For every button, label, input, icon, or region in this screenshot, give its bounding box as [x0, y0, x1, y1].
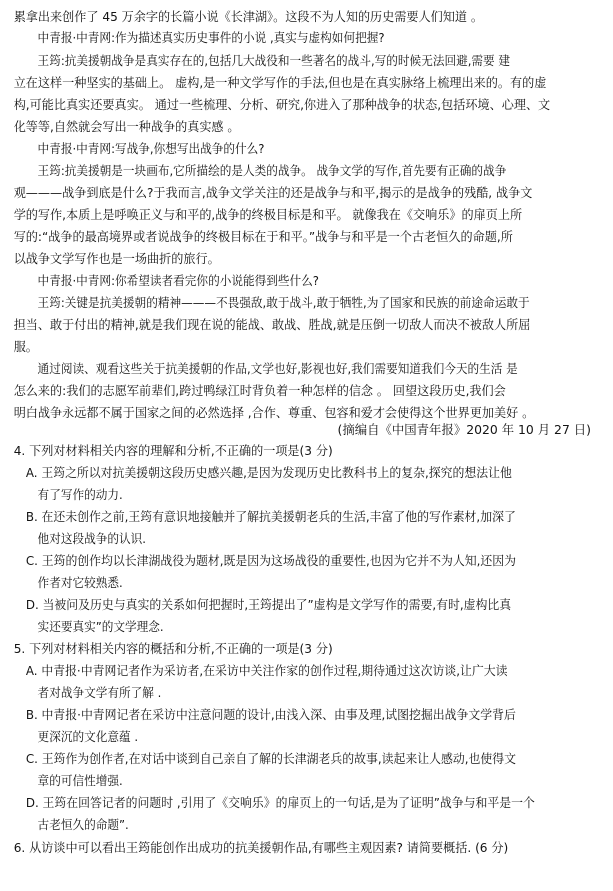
- question-5-option-c: C. 王筠作为创作者,在对话中谈到自己亲自了解的长津湖老兵的故事,读起来让人感动,也使得文: [25, 751, 516, 766]
- answer-3-line: 服。: [13, 339, 38, 354]
- question-4-stem: 4. 下列对材料相关内容的理解和分析,不正确的一项是(3 分): [13, 443, 333, 458]
- closing-para-line: 明白战争永远都不属于国家之间的必然选择 ,合作、尊重、包容和爱才会使得这个世界更加美好 。: [13, 405, 535, 420]
- answer-1-line: 化等等,自然就会写出一种战争的真实感 。: [13, 119, 240, 134]
- para-line-intro: 累拿出来创作了 45 万余字的长篇小说《长津湖》。这段不为人知的历史需要人们知道 。: [13, 9, 483, 24]
- answer-1-line: 立在这样一种坚实的基础上。 虚构,是一种文学写作的手法,但也是在真实脉络上梳理出来的。有的虚: [13, 75, 547, 90]
- interview-question-1: 中青报·中青网:作为描述真实历史事件的小说 ,真实与虚构如何把握?: [37, 30, 385, 45]
- answer-2-line: 王筠:抗美援朝是一块画布,它所描绘的是人类的战争。 战争文学的写作,首先要有正确的战争: [37, 163, 507, 178]
- question-4-option-b-cont: 他对这段战争的认识.: [37, 531, 146, 546]
- question-4-option-c-cont: 作者对它较熟悉.: [37, 575, 123, 590]
- answer-2-line: 观———战争到底是什么?于我而言,战争文学关注的还是战争与和平,揭示的是战争的残酷, 战争文: [13, 185, 533, 200]
- question-5-option-b: B. 中青报·中青网记者在采访中注意问题的设计,由浅入深、由事及理,试图挖掘出战争文学背后: [25, 707, 516, 722]
- question-5-stem: 5. 下列对材料相关内容的概括和分析,不正确的一项是(3 分): [13, 641, 333, 656]
- question-6-stem: 6. 从访谈中可以看出王筠能创作出成功的抗美援朝作品,有哪些主观因素? 请简要概括. (6 分): [13, 840, 509, 855]
- question-5-option-d: D. 王筠在回答记者的问题时 ,引用了《交响乐》的扉页上的一句话,是为了证明”战争与和平是一个: [25, 795, 535, 810]
- closing-para-line: 怎么来的:我们的志愿军前辈们,跨过鸭绿江时背负着一种怎样的信念 。 回望这段历史,我们会: [13, 383, 506, 398]
- interview-question-2: 中青报·中青网:写战争,你想写出战争的什么?: [37, 141, 265, 156]
- question-4-option-d: D. 当被问及历史与真实的关系如何把握时,王筠提出了”虚构是文学写作的需要,有时,虚构比真: [25, 597, 512, 612]
- question-4-option-b: B. 在还未创作之前,王筠有意识地接触并了解抗美援朝老兵的生活,丰富了他的写作素材,加深了: [25, 509, 516, 524]
- question-4-option-a-cont: 有了写作的动力.: [37, 487, 123, 502]
- answer-3-line: 担当、敢于付出的精神,就是我们现在说的能战、敢战、胜战,就是压倒一切敌人而决不被敌人所屈: [13, 317, 531, 332]
- question-5-option-a-cont: 者对战争文学有所了解 .: [37, 685, 162, 700]
- answer-3-line: 王筠:关键是抗美援朝的精神———不畏强敌,敢于战斗,敢于牺牲,为了国家和民族的前途命运敢于: [37, 295, 530, 310]
- answer-1-line: 王筠:抗美援朝战争是真实存在的,包括几大战役和一些著名的战斗,写的时候无法回避,需要 建: [37, 53, 511, 68]
- answer-2-line: 以战争文学写作也是一场曲折的旅行。: [13, 251, 220, 266]
- question-4-option-c: C. 王筠的创作均以长津湖战役为题材,既是因为这场战役的重要性,也因为它并不为人知,还因为: [25, 553, 516, 568]
- question-5-option-c-cont: 章的可信性增强.: [37, 773, 123, 788]
- answer-2-line: 写的:“战争的最高境界或者说战争的终极目标在于和平。”战争与和平是一个古老恒久的命题,所: [13, 229, 513, 244]
- interview-question-3: 中青报·中青网:你希望读者看完你的小说能得到些什么?: [37, 273, 319, 288]
- question-4-option-d-cont: 实还要真实”的文学理念.: [37, 619, 164, 634]
- closing-para-line: 通过阅读、观看这些关于抗美援朝的作品,文学也好,影视也好,我们需要知道我们今天的生活 是: [37, 361, 518, 376]
- question-5-option-d-cont: 古老恒久的命题”.: [37, 817, 129, 832]
- answer-2-line: 学的写作,本质上是呼唤正义与和平的,战争的终极目标是和平。 就像我在《交响乐》的扉页上所: [13, 207, 523, 222]
- source-citation: (摘编自《中国青年报》2020 年 10 月 27 日): [337, 422, 591, 437]
- question-5-option-a: A. 中青报·中青网记者作为采访者,在采访中关注作家的创作过程,期待通过这次访谈,让广大读: [25, 663, 508, 678]
- question-4-option-a: A. 王筠之所以对抗美援朝这段历史感兴趣,是因为发现历史比教科书上的复杂,探究的想法让他: [25, 465, 512, 480]
- answer-1-line: 构,可能比真实还要真实。 通过一些梳理、分析、研究,你进入了那种战争的状态,包括环境、心理、文: [13, 97, 551, 112]
- question-5-option-b-cont: 更深沉的文化意蕴 .: [37, 729, 139, 744]
